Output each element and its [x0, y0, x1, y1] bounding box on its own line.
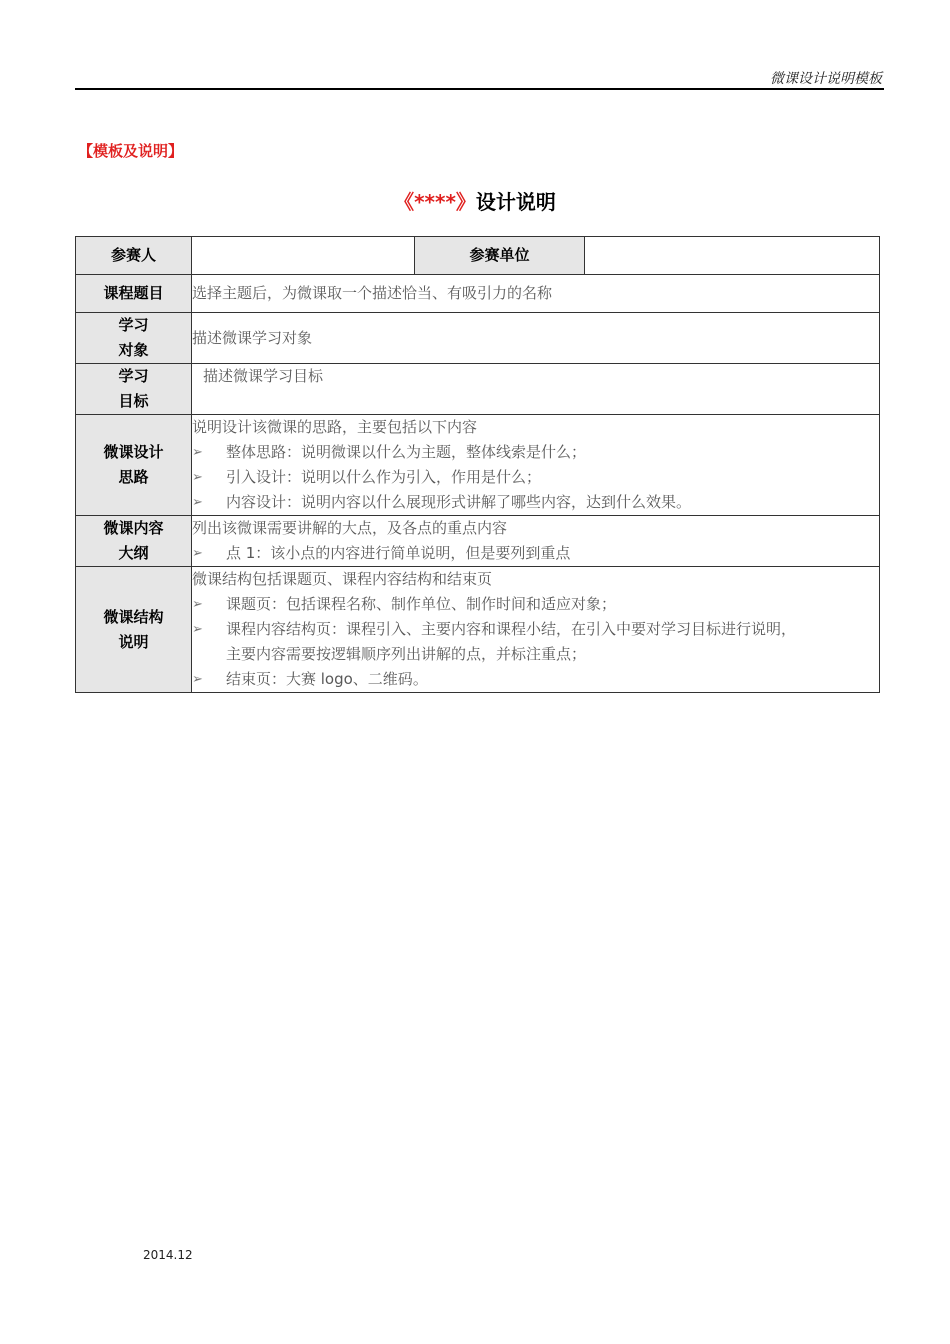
header-title: 微课设计说明模板: [770, 71, 882, 87]
structure-bullet-1: 课题页：包括课程名称、制作单位、制作时间和适应对象；: [226, 595, 617, 613]
structure-field[interactable]: [192, 567, 880, 693]
design-label-line-1: 微课设计: [103, 443, 164, 461]
footer-date: 2014.12: [143, 1248, 193, 1262]
unit-label: 参赛单位: [415, 237, 585, 275]
title-text: 设计说明: [475, 190, 556, 214]
structure-bullet-3: 结束页：大赛 logo、二维码。: [226, 670, 428, 688]
audience-label: [76, 313, 192, 364]
participant-field[interactable]: [192, 237, 415, 275]
structure-intro: 微课结构包括课题页、课程内容结构和结束页: [192, 570, 493, 588]
goal-label-line-1: 学习: [118, 367, 149, 385]
structure-label-line-1: 微课结构: [103, 607, 164, 626]
row-audience: [76, 313, 880, 364]
design-intro: 说明设计该微课的思路，主要包括以下内容: [192, 418, 478, 436]
title-placeholder-mark: 《****》: [394, 190, 476, 214]
structure-label-line-2: 说明: [118, 632, 149, 651]
row-course-title: [76, 275, 880, 313]
outline-label-line-2: 大纲: [118, 544, 149, 562]
list-item: [192, 667, 879, 692]
design-label: [76, 415, 192, 516]
outline-intro: 列出该微课需要讲解的大点，及各点的重点内容: [192, 519, 508, 537]
row-outline: [76, 516, 880, 567]
row-goal: [76, 364, 880, 415]
structure-bullet-2-continuation: 主要内容需要按逻辑顺序列出讲解的点，并标注重点；: [226, 645, 587, 663]
arrow-bullet-icon: ➢: [192, 495, 203, 510]
arrow-bullet-icon: ➢: [192, 470, 203, 485]
participant-label: 参赛人: [76, 237, 192, 275]
course-title-field[interactable]: 选择主题后，为微课取一个描述恰当、有吸引力的名称: [192, 275, 880, 313]
arrow-bullet-icon: ➢: [192, 622, 203, 637]
arrow-bullet-icon: ➢: [192, 672, 203, 687]
structure-label: [76, 567, 192, 693]
row-structure: [76, 567, 880, 693]
audience-label-line-1: 学习: [118, 316, 149, 334]
list-item: [192, 541, 879, 566]
list-item: [192, 465, 879, 490]
list-item: [192, 490, 879, 515]
goal-field[interactable]: 描述微课学习目标: [192, 364, 880, 415]
design-field[interactable]: [192, 415, 880, 516]
outline-label: [76, 516, 192, 567]
structure-bullet-2: 课程内容结构页：课程引入、主要内容和课程小结，在引入中要对学习目标进行说明，: [226, 620, 797, 638]
list-item: [192, 440, 879, 465]
header-rule: [75, 88, 884, 90]
row-participant: [76, 237, 880, 275]
unit-field[interactable]: [585, 237, 880, 275]
design-bullet-1: 整体思路：说明微课以什么为主题，整体线索是什么；: [226, 443, 587, 461]
template-label: 【模板及说明】: [78, 142, 184, 160]
outline-field[interactable]: [192, 516, 880, 567]
audience-field[interactable]: 描述微课学习对象: [192, 313, 880, 364]
course-title-label: 课程题目: [76, 275, 192, 313]
list-item: [192, 592, 879, 617]
arrow-bullet-icon: ➢: [192, 445, 203, 460]
list-item: [192, 617, 879, 642]
outline-bullet-1: 点 1：该小点的内容进行简单说明，但是要列到重点: [226, 544, 571, 562]
arrow-bullet-icon: ➢: [192, 597, 203, 612]
design-bullet-3: 内容设计：说明内容以什么展现形式讲解了哪些内容，达到什么效果。: [226, 493, 692, 511]
goal-label-line-2: 目标: [118, 392, 149, 410]
design-form-table: [75, 236, 880, 693]
outline-label-line-1: 微课内容: [103, 519, 164, 537]
design-bullet-2: 引入设计：说明以什么作为引入，作用是什么；: [226, 468, 542, 486]
arrow-bullet-icon: ➢: [192, 546, 203, 561]
document-title: [0, 186, 950, 215]
goal-label: [76, 364, 192, 415]
audience-label-line-2: 对象: [118, 341, 149, 359]
design-label-line-2: 思路: [118, 468, 149, 486]
row-design: [76, 415, 880, 516]
